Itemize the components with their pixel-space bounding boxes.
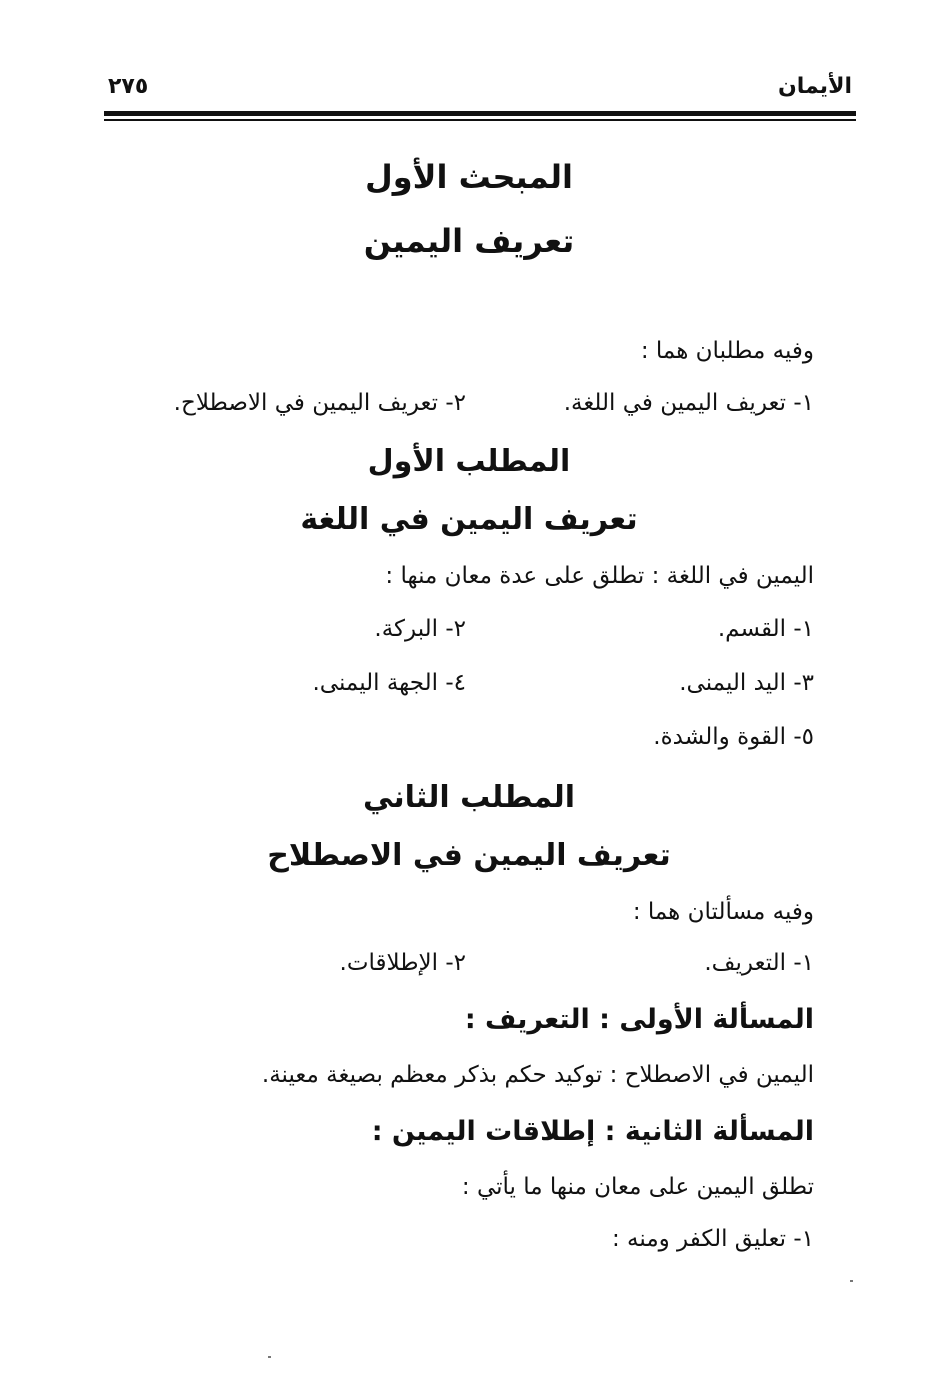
running-head: الأيمان bbox=[778, 74, 852, 99]
section1-lead: اليمين في اللغة : تطلق على عدة معان منها : bbox=[385, 563, 814, 589]
question1-text: اليمين في الاصطلاح : توكيد حكم بذكر معظم بصيغة معينة. bbox=[261, 1062, 814, 1088]
intro-lead: وفيه مطلبان هما : bbox=[640, 338, 814, 364]
header-rule-thick bbox=[104, 111, 856, 116]
chapter-heading: المبحث الأول bbox=[364, 158, 574, 196]
section1-item-4: ٤- الجهة اليمنى. bbox=[312, 670, 466, 696]
page-number: ٢٧٥ bbox=[108, 74, 149, 99]
section1-heading: المطلب الأول bbox=[367, 444, 571, 479]
section1-title: تعريف اليمين في اللغة bbox=[300, 502, 638, 537]
scan-speck bbox=[850, 1280, 853, 1282]
section1-item-1: ١- القسم. bbox=[717, 616, 814, 642]
chapter-title: تعريف اليمين bbox=[363, 222, 575, 260]
question1-heading: المسألة الأولى : التعريف : bbox=[464, 1004, 814, 1035]
section2-lead: وفيه مسألتان هما : bbox=[632, 899, 814, 925]
section2-title: تعريف اليمين في الاصطلاح bbox=[267, 838, 671, 873]
scan-speck bbox=[268, 1356, 271, 1358]
question2-item-1: ١- تعليق الكفر ومنه : bbox=[611, 1226, 814, 1252]
intro-item-2: ٢- تعريف اليمين في الاصطلاح. bbox=[173, 390, 466, 416]
intro-item-1: ١- تعريف اليمين في اللغة. bbox=[563, 390, 814, 416]
question2-heading: المسألة الثانية : إطلاقات اليمين : bbox=[371, 1116, 814, 1147]
header-rule-thin bbox=[104, 119, 856, 121]
question2-text: تطلق اليمين على معان منها ما يأتي : bbox=[461, 1174, 814, 1200]
section1-item-5: ٥- القوة والشدة. bbox=[653, 724, 814, 750]
section2-heading: المطلب الثاني bbox=[362, 780, 575, 815]
section2-item-2: ٢- الإطلاقات. bbox=[339, 950, 466, 976]
section2-item-1: ١- التعريف. bbox=[704, 950, 814, 976]
section1-item-2: ٢- البركة. bbox=[374, 616, 466, 642]
section1-item-3: ٣- اليد اليمنى. bbox=[679, 670, 814, 696]
